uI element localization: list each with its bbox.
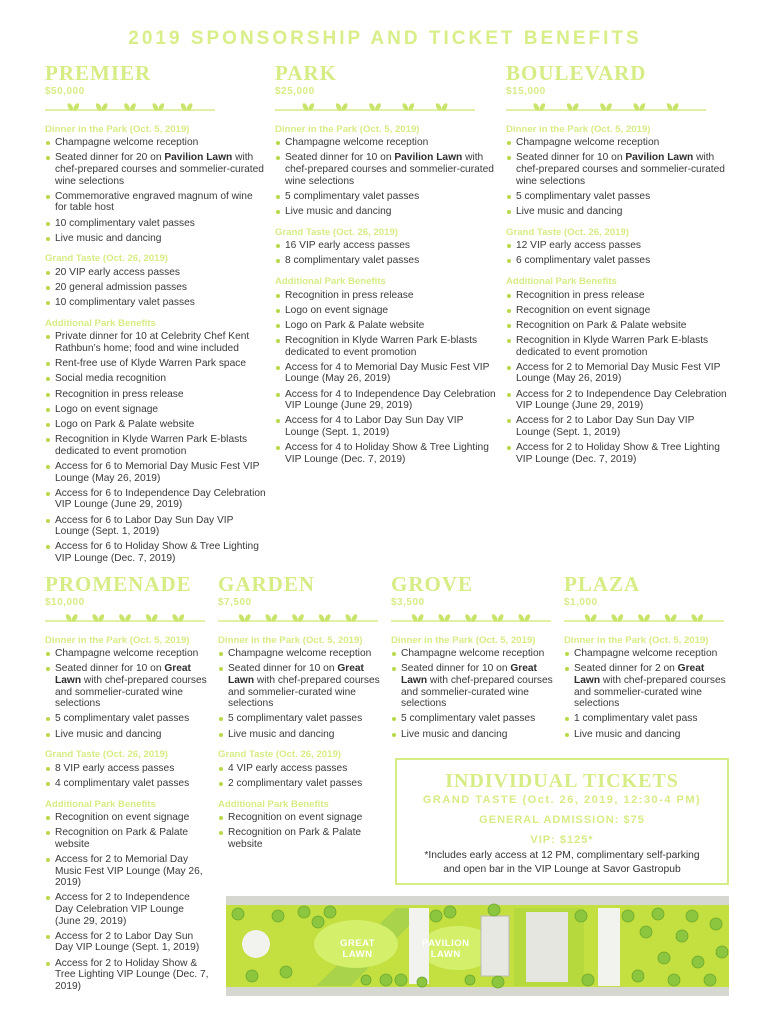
list-item: 20 VIP early access passes: [45, 267, 267, 279]
list-item: Access for 4 to Memorial Day Music Fest VIP Lounge (May 26, 2019): [275, 362, 497, 385]
tickets-general-admission: GENERAL ADMISSION: $75: [479, 814, 645, 826]
list-item: Seated dinner for 2 on Great Lawn with chef-prepared courses and sommelier-curated wine selections: [564, 663, 729, 709]
list-item: Access for 2 to Memorial Day Music Fest VIP Lounge (May 26, 2019): [506, 362, 728, 385]
tier-price: $1,000: [564, 597, 598, 608]
map-label-great-line2: LAWN: [342, 949, 373, 960]
additional-benefits-heading: Additional Park Benefits: [218, 798, 329, 810]
dinner-heading: Dinner in the Park (Oct. 5, 2019): [506, 123, 651, 135]
list-item: Recognition in Klyde Warren Park E-blasts dedicated to event promotion: [275, 335, 497, 358]
list-item: 8 VIP early access passes: [45, 763, 210, 775]
list-item: 8 complimentary valet passes: [275, 255, 497, 267]
vine-divider: [564, 613, 729, 627]
list-item: Access for 2 to Independence Day Celebration VIP Lounge (June 29, 2019): [45, 892, 210, 927]
list-item: Recognition on Park & Palate website: [506, 320, 728, 332]
tickets-vip: VIP: $125*: [530, 834, 594, 846]
additional-benefits-list: [506, 290, 728, 466]
tier-park-column: [275, 62, 497, 469]
list-item: Logo on Park & Palate website: [45, 419, 267, 431]
tier-garden-column: [218, 573, 383, 854]
list-item: Live music and dancing: [506, 206, 728, 218]
map-label-pavilion-line2: LAWN: [430, 949, 461, 960]
list-item: Live music and dancing: [391, 729, 556, 741]
list-item: Champagne welcome reception: [45, 648, 210, 660]
list-item: Logo on event signage: [275, 305, 497, 317]
list-item: 10 complimentary valet passes: [45, 297, 267, 309]
vine-divider: [391, 613, 556, 627]
tier-price: $50,000: [45, 86, 85, 97]
list-item: Recognition in press release: [45, 389, 267, 401]
list-item: Social media recognition: [45, 373, 267, 385]
grand-taste-list: [275, 240, 497, 267]
grand-taste-heading: Grand Taste (Oct. 26, 2019): [45, 253, 168, 265]
list-item: Seated dinner for 10 on Pavilion Lawn with chef-prepared courses and sommelier-curated wine selections: [506, 152, 728, 187]
list-item: 10 complimentary valet passes: [45, 218, 267, 230]
map-label-great-lawn: [340, 938, 375, 960]
list-item: Live music and dancing: [45, 233, 267, 245]
list-item: Access for 4 to Labor Day Sun Day VIP Lounge (Sept. 1, 2019): [275, 415, 497, 438]
list-item: 6 complimentary valet passes: [506, 255, 728, 267]
list-item: Seated dinner for 10 on Pavilion Lawn with chef-prepared courses and sommelier-curated wine selections: [275, 152, 497, 187]
list-item: Access for 2 to Holiday Show & Tree Lighting VIP Lounge (Dec. 7, 2019): [45, 958, 210, 993]
additional-benefits-list: [275, 290, 497, 466]
list-item: Recognition in Klyde Warren Park E-blasts dedicated to event promotion: [45, 434, 267, 457]
grand-taste-list: [218, 763, 383, 790]
list-item: Recognition on event signage: [45, 812, 210, 824]
list-item: Champagne welcome reception: [506, 137, 728, 149]
list-item: Access for 6 to Holiday Show & Tree Lighting VIP Lounge (Dec. 7, 2019): [45, 541, 267, 564]
dinner-benefits-list: [391, 648, 556, 740]
vine-divider: [45, 102, 267, 116]
grand-taste-list: [45, 267, 267, 309]
list-item: Champagne welcome reception: [275, 137, 497, 149]
additional-benefits-heading: Additional Park Benefits: [45, 317, 156, 329]
list-item: 5 complimentary valet passes: [391, 713, 556, 725]
dinner-benefits-list: [275, 137, 497, 217]
list-item: Access for 6 to Independence Day Celebration VIP Lounge (June 29, 2019): [45, 488, 267, 511]
tier-price: $15,000: [506, 86, 546, 97]
list-item: Recognition in press release: [275, 290, 497, 302]
list-item: Access for 2 to Holiday Show & Tree Lighting VIP Lounge (Dec. 7, 2019): [506, 442, 728, 465]
list-item: 4 VIP early access passes: [218, 763, 383, 775]
list-item: Recognition in Klyde Warren Park E-blasts dedicated to event promotion: [506, 335, 728, 358]
map-label-great-line1: GREAT: [340, 938, 376, 949]
list-item: Logo on Park & Palate website: [275, 320, 497, 332]
tier-price: $25,000: [275, 86, 315, 97]
list-item: 1 complimentary valet pass: [564, 713, 729, 725]
tier-premier-column: [45, 62, 267, 568]
vine-divider: [45, 613, 210, 627]
list-item: Champagne welcome reception: [564, 648, 729, 660]
additional-benefits-list: [218, 812, 383, 850]
tier-name: PREMIER: [45, 61, 152, 85]
list-item: 5 complimentary valet passes: [275, 191, 497, 203]
list-item: Champagne welcome reception: [45, 137, 267, 149]
tier-price: $7,500: [218, 597, 252, 608]
additional-benefits-list: [45, 331, 267, 564]
list-item: Access for 6 to Memorial Day Music Fest VIP Lounge (May 26, 2019): [45, 461, 267, 484]
tickets-title: INDIVIDUAL TICKETS: [445, 770, 679, 792]
list-item: 20 general admission passes: [45, 282, 267, 294]
tier-boulevard-column: [506, 62, 728, 469]
tier-price: $10,000: [45, 597, 85, 608]
list-item: Access for 4 to Independence Day Celebration VIP Lounge (June 29, 2019): [275, 389, 497, 412]
list-item: 5 complimentary valet passes: [218, 713, 383, 725]
list-item: Access for 2 to Labor Day Sun Day VIP Lounge (Sept. 1, 2019): [506, 415, 728, 438]
additional-benefits-heading: Additional Park Benefits: [45, 798, 156, 810]
list-item: Commemorative engraved magnum of wine for table host: [45, 191, 267, 214]
list-item: Access for 2 to Independence Day Celebration VIP Lounge (June 29, 2019): [506, 389, 728, 412]
dinner-heading: Dinner in the Park (Oct. 5, 2019): [45, 634, 190, 646]
additional-benefits-heading: Additional Park Benefits: [275, 275, 386, 287]
list-item: Recognition on event signage: [218, 812, 383, 824]
list-item: 16 VIP early access passes: [275, 240, 497, 252]
tier-name: PROMENADE: [45, 572, 192, 596]
tier-name: BOULEVARD: [506, 61, 647, 85]
tier-promenade-column: [45, 573, 210, 996]
dinner-heading: Dinner in the Park (Oct. 5, 2019): [564, 634, 709, 646]
list-item: Logo on event signage: [45, 404, 267, 416]
list-item: Live music and dancing: [218, 729, 383, 741]
individual-tickets-box: [395, 758, 729, 885]
list-item: Champagne welcome reception: [391, 648, 556, 660]
tier-plaza-column: [564, 573, 729, 744]
vine-divider: [218, 613, 383, 627]
grand-taste-heading: Grand Taste (Oct. 26, 2019): [45, 749, 168, 761]
list-item: Live music and dancing: [45, 729, 210, 741]
dinner-heading: Dinner in the Park (Oct. 5, 2019): [218, 634, 363, 646]
grand-taste-heading: Grand Taste (Oct. 26, 2019): [506, 226, 629, 238]
list-item: Rent-free use of Klyde Warren Park space: [45, 358, 267, 370]
list-item: 5 complimentary valet passes: [45, 713, 210, 725]
park-map: [226, 896, 729, 996]
list-item: Recognition in press release: [506, 290, 728, 302]
list-item: Live music and dancing: [275, 206, 497, 218]
list-item: Access for 2 to Memorial Day Music Fest VIP Lounge (May 26, 2019): [45, 854, 210, 889]
list-item: 12 VIP early access passes: [506, 240, 728, 252]
list-item: Recognition on Park & Palate website: [218, 827, 383, 850]
vine-divider: [506, 102, 728, 116]
list-item: Seated dinner for 10 on Great Lawn with chef-prepared courses and sommelier-curated wine selections: [45, 663, 210, 709]
tier-name: PLAZA: [564, 572, 641, 596]
tier-grove-column: [391, 573, 556, 744]
list-item: Private dinner for 10 at Celebrity Chef Kent Rathbun’s home; food and wine included: [45, 331, 267, 354]
dinner-benefits-list: [45, 137, 267, 244]
dinner-benefits-list: [564, 648, 729, 740]
list-item: Seated dinner for 10 on Great Lawn with chef-prepared courses and sommelier-curated wine selections: [391, 663, 556, 709]
list-item: Seated dinner for 10 on Great Lawn with chef-prepared courses and sommelier-curated wine selections: [218, 663, 383, 709]
list-item: Recognition on Park & Palate website: [45, 827, 210, 850]
tickets-note: [397, 849, 727, 877]
list-item: Access for 6 to Labor Day Sun Day VIP Lounge (Sept. 1, 2019): [45, 515, 267, 538]
tickets-event: GRAND TASTE (Oct. 26, 2019, 12:30-4 PM): [422, 794, 702, 806]
additional-benefits-list: [45, 812, 210, 992]
tickets-note-line-2: and open bar in the VIP Lounge at Savor Gastropub: [443, 864, 681, 875]
dinner-benefits-list: [218, 648, 383, 740]
map-label-pavilion-line1: PAVILION: [422, 938, 470, 949]
list-item: Live music and dancing: [564, 729, 729, 741]
dinner-heading: Dinner in the Park (Oct. 5, 2019): [45, 123, 190, 135]
list-item: Champagne welcome reception: [218, 648, 383, 660]
tier-name: GROVE: [391, 572, 474, 596]
list-item: Seated dinner for 20 on Pavilion Lawn with chef-prepared courses and sommelier-curated wine selections: [45, 152, 267, 187]
grand-taste-list: [45, 763, 210, 790]
tier-price: $3,500: [391, 597, 425, 608]
grand-taste-heading: Grand Taste (Oct. 26, 2019): [218, 749, 341, 761]
list-item: 2 complimentary valet passes: [218, 778, 383, 790]
list-item: 5 complimentary valet passes: [506, 191, 728, 203]
list-item: Access for 2 to Labor Day Sun Day VIP Lounge (Sept. 1, 2019): [45, 931, 210, 954]
dinner-heading: Dinner in the Park (Oct. 5, 2019): [391, 634, 536, 646]
tier-name: PARK: [275, 61, 337, 85]
list-item: Access for 4 to Holiday Show & Tree Lighting VIP Lounge (Dec. 7, 2019): [275, 442, 497, 465]
page-title: 2019 SPONSORSHIP AND TICKET BENEFITS: [128, 28, 642, 49]
grand-taste-list: [506, 240, 728, 267]
tickets-note-line-1: *Includes early access at 12 PM, complimentary self-parking: [424, 850, 700, 861]
dinner-heading: Dinner in the Park (Oct. 5, 2019): [275, 123, 420, 135]
dinner-benefits-list: [45, 648, 210, 740]
dinner-benefits-list: [506, 137, 728, 217]
map-label-pavilion-lawn: [422, 938, 469, 960]
park-map-illustration: [226, 896, 729, 996]
list-item: 4 complimentary valet passes: [45, 778, 210, 790]
list-item: Recognition on event signage: [506, 305, 728, 317]
vine-divider: [275, 102, 497, 116]
additional-benefits-heading: Additional Park Benefits: [506, 275, 617, 287]
tier-name: GARDEN: [218, 572, 316, 596]
grand-taste-heading: Grand Taste (Oct. 26, 2019): [275, 226, 398, 238]
